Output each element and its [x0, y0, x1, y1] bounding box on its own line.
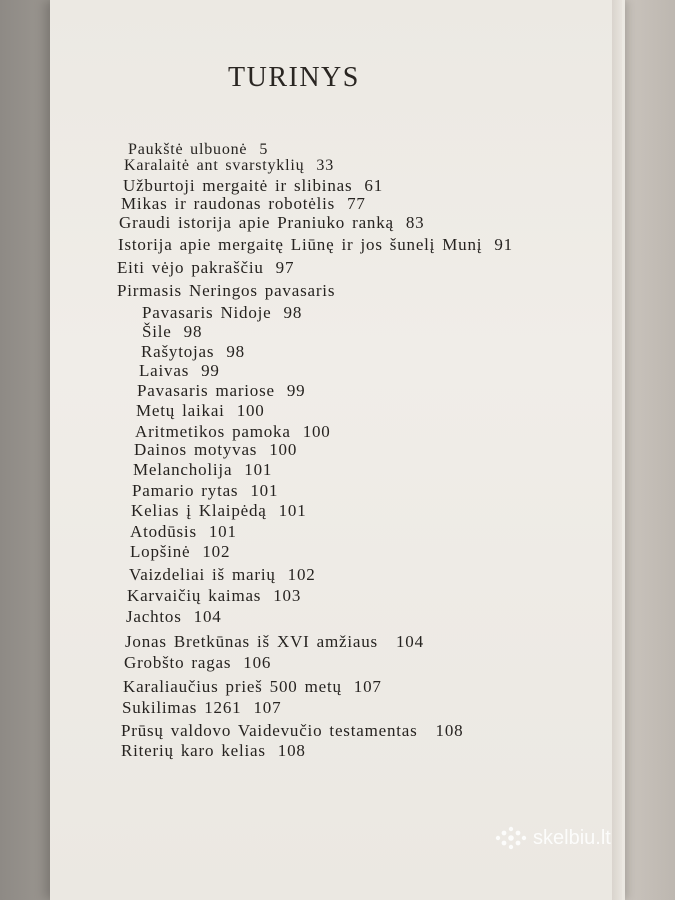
entry-page: 61 [364, 176, 384, 195]
toc-entry [125, 632, 424, 652]
entry-title: Metų laikai [136, 401, 225, 420]
watermark-text: skelbiu.lt [533, 826, 611, 849]
entry-page: 102 [287, 565, 316, 584]
entry-title: Šile [142, 322, 172, 341]
toc-entry [142, 322, 202, 342]
entry-page: 101 [278, 501, 307, 520]
toc-entry [136, 401, 265, 421]
entry-page: 107 [353, 677, 382, 696]
entry-page: 99 [286, 381, 306, 400]
entry-page: 100 [302, 422, 331, 441]
entry-page: 99 [201, 361, 220, 380]
toc-entry [129, 565, 316, 585]
toc-entry [119, 213, 424, 233]
page-title: TURINYS [228, 62, 360, 93]
toc-entry [127, 586, 301, 606]
toc-entry [118, 235, 513, 255]
entry-page: 106 [243, 653, 272, 672]
entry-title: Aritmetikos pamoka [135, 422, 291, 441]
toc-entry [132, 481, 278, 501]
entry-title: Jonas Bretkūnas iš XVI amžiaus [125, 632, 378, 651]
page-edge [612, 0, 622, 900]
toc-entry [121, 721, 463, 741]
toc-entry [137, 381, 305, 401]
entry-page: 104 [193, 607, 222, 626]
entry-page: 108 [435, 721, 464, 740]
entry-title: Atodūsis [130, 522, 197, 541]
entry-title: Rašytojas [141, 342, 215, 361]
toc-entry [141, 342, 245, 362]
toc-entry [124, 157, 334, 175]
toc-entry [124, 653, 271, 673]
entry-page: 83 [405, 213, 425, 232]
entry-title: Graudi istorija apie Praniuko ranką [119, 213, 394, 232]
toc-entry [121, 194, 366, 214]
entry-title: Prūsų valdovo Vaidevučio testamentas [121, 721, 418, 740]
toc-entry [123, 176, 383, 196]
toc-entry [131, 501, 307, 521]
entry-title: Sukilimas 1261 [122, 698, 242, 717]
entry-page: 101 [244, 460, 273, 479]
toc-entry [130, 542, 230, 562]
entry-page: 98 [283, 303, 303, 322]
toc-entry [139, 361, 220, 381]
entry-page: 98 [183, 322, 203, 341]
entry-title: Mikas ir raudonas robotėlis [121, 194, 336, 213]
toc-entry [135, 422, 331, 442]
entry-page: 108 [277, 741, 306, 760]
toc-entry [122, 698, 281, 718]
entry-title: Pavasaris Nidoje [142, 303, 272, 322]
entry-page: 104 [395, 632, 424, 651]
entry-title: Karaliaučius prieš 500 metų [123, 677, 342, 696]
entry-title: Pirmasis Neringos pavasaris [117, 281, 336, 300]
toc-entry [126, 607, 222, 627]
entry-title: Laivas [139, 361, 190, 380]
toc-entry [134, 440, 297, 460]
toc-entry [130, 522, 237, 542]
entry-title: Grobšto ragas [124, 653, 232, 672]
entry-page: 33 [316, 157, 334, 174]
toc-entry [133, 460, 272, 480]
toc-entry [123, 677, 382, 697]
watermark [493, 826, 611, 850]
entry-title: Istorija apie mergaitę Liūnę ir jos šunelį Munį [118, 235, 483, 254]
entry-page: 100 [269, 440, 298, 459]
entry-title: Riterių karo kelias [121, 741, 266, 760]
entry-title: Karvaičių kaimas [127, 586, 262, 605]
entry-title: Jachtos [126, 607, 182, 626]
entry-page: 98 [226, 342, 245, 361]
entry-title: Paukštė ulbuonė [128, 141, 248, 158]
entry-title: Pamario rytas [132, 481, 239, 500]
toc-entry [121, 741, 306, 761]
entry-page: 91 [494, 235, 513, 254]
entry-page: 101 [208, 522, 237, 541]
entry-title: Eiti vėjo pakraščiu [117, 258, 264, 277]
entry-title: Pavasaris mariose [137, 381, 275, 400]
entry-page: 102 [202, 542, 231, 561]
entry-page: 97 [275, 258, 295, 277]
entry-page: 77 [347, 194, 366, 213]
entry-title: Kelias į Klaipėdą [131, 501, 267, 520]
entry-page: 5 [259, 141, 269, 158]
toc-entry [142, 303, 302, 323]
entry-title: Lopšinė [130, 542, 191, 561]
toc-entry [117, 281, 347, 301]
entry-page: 103 [273, 586, 302, 605]
entry-page: 107 [253, 698, 282, 717]
entry-title: Vaizdeliai iš marių [129, 565, 276, 584]
dots-logo-icon [493, 826, 527, 850]
entry-title: Dainos motyvas [134, 440, 258, 459]
entry-page: 100 [236, 401, 265, 420]
entry-title: Užburtoji mergaitė ir slibinas [123, 176, 353, 195]
entry-title: Karalaitė ant svarstyklių [124, 157, 305, 174]
toc-entry [117, 258, 294, 278]
entry-page: 101 [250, 481, 279, 500]
entry-title: Melancholija [133, 460, 233, 479]
